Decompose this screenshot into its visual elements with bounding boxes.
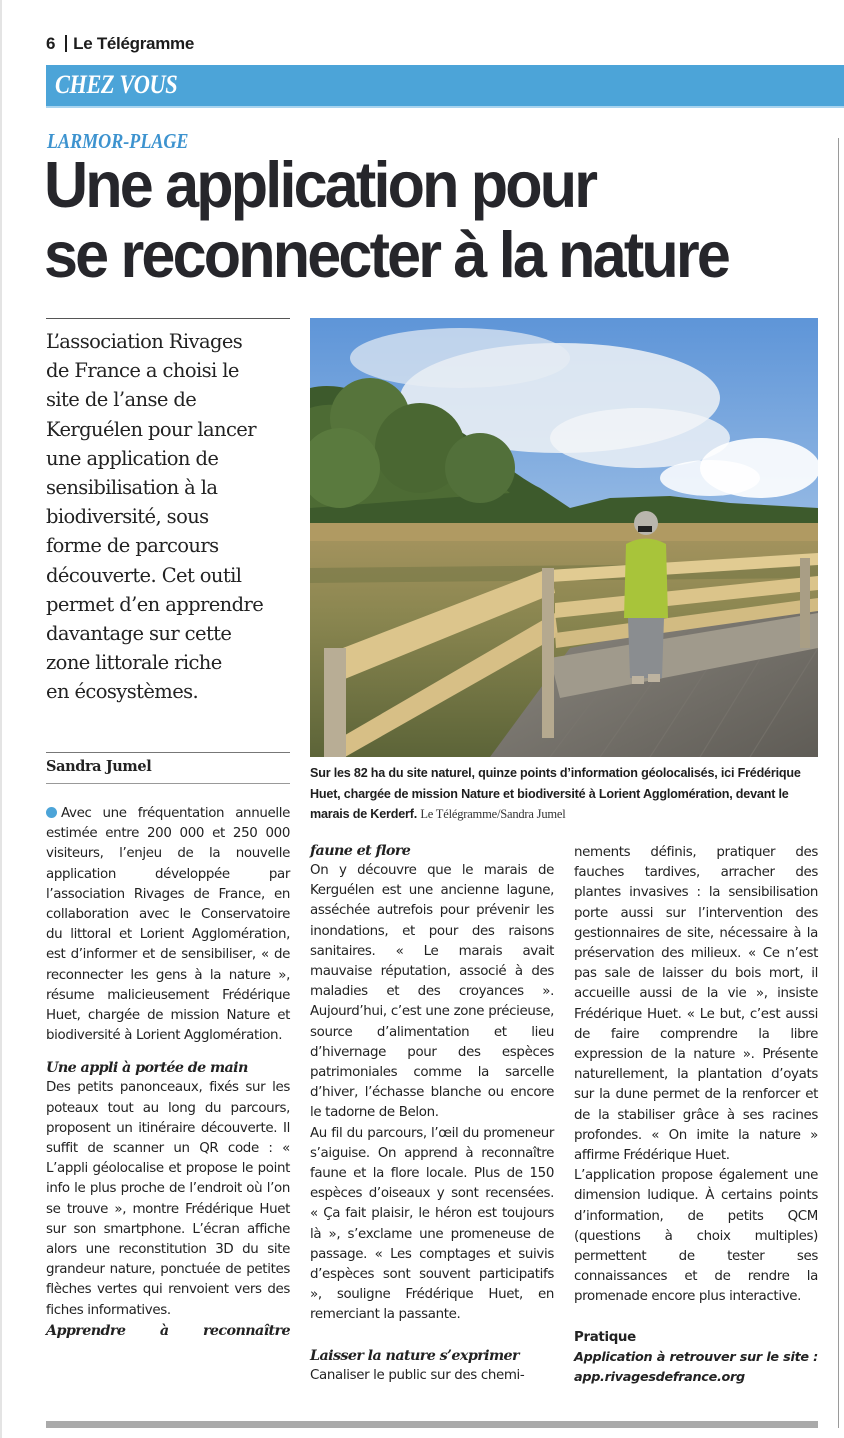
article-photo bbox=[310, 318, 818, 757]
photo-credit: Le Télégramme/Sandra Jumel bbox=[420, 807, 566, 821]
byline-divider-top bbox=[46, 752, 290, 753]
photo-image-icon bbox=[310, 318, 818, 757]
lead-line: L’association Rivages bbox=[46, 330, 243, 353]
article-location: LARMOR-PLAGE bbox=[47, 129, 189, 153]
folio-divider bbox=[65, 35, 67, 52]
blue-bullet-icon bbox=[46, 807, 57, 818]
lead-line: davantage sur cette bbox=[46, 622, 232, 646]
chapo-divider bbox=[46, 318, 290, 319]
article-column-3 bbox=[574, 843, 818, 1388]
lead-line: une application de bbox=[46, 446, 219, 470]
page-bottom-rule bbox=[46, 1421, 818, 1428]
subheading-appli: Une appli à portée de main bbox=[46, 1060, 248, 1077]
lead-line: Kerguélen pour lancer bbox=[46, 417, 256, 441]
page-folio bbox=[46, 34, 194, 54]
article-column-2 bbox=[310, 843, 554, 1386]
headline-line: se reconnecter à la nature bbox=[44, 218, 728, 291]
pratique-heading: Pratique bbox=[574, 1329, 636, 1345]
article-headline bbox=[44, 150, 787, 290]
headline-line: Une application pour bbox=[44, 148, 596, 221]
section2-paragraph-b: Au fil du parcours, l’œil du promeneur s’aiguise. On apprend à reconnaître faune et la flore locale. Plus de 150 espèces d’oiseaux y sont recensées. « Ça fait plaisir, le héron est toujours là », s’exclame une promeneuse de passage. « Les comptages et suivis d’espèces sont souvent participatifs », souligne Frédérique Huet, en remerciant la passante. bbox=[310, 1125, 554, 1323]
section1-paragraph: Des petits panonceaux, fixés sur les poteaux tout au long du parcours, proposent un itinéraire découverte. Il suffit de scanner un QR code : « L’appli géolocalise et propose le point info le plus proche de l’endroit où l’on se trouve », montre Frédérique Huet sur son smartphone. L’écran affiche alors une reconstitution 3D du site grandeur nature, ponctuée de petites flèches vertes qui renvoient vers des fiches informatives. bbox=[46, 1080, 290, 1318]
spacer bbox=[574, 1308, 818, 1328]
section-banner bbox=[46, 65, 844, 108]
section3-paragraph-cont: nements définis, pratiquer des fauches tardives, arracher des plantes invasives : la sensibilisation porte aussi sur l’intervention des gestionnaires de site, nécessaire à la préservation des milieux. « Ce n’est pas sale de laisser du bois mort, il accueille aussi de la vie », insiste Frédérique Huet. « Le but, c’est aussi de faire comprendre la libre expression de la nature ». Présente naturellement, la plantation d’oyats sur la dune permet de la renforcer et de la stabiliser grâce à ses racines profondes. « On imite la nature » affirme Frédérique Huet. bbox=[574, 845, 818, 1164]
lead-line: permet d’en apprendre bbox=[46, 592, 264, 616]
article-lead bbox=[46, 327, 296, 707]
page-number: 6 bbox=[46, 34, 56, 53]
pratique-text: Application à retrouver sur le site : bbox=[574, 1349, 818, 1365]
section3-paragraph-b: L’application propose également une dimension ludique. À certains points d’information, de petits QCM (questions à choix multiples) permettent de tester ses connaissances et de rendre la promenade encore plus interactive. bbox=[574, 1168, 818, 1305]
lead-line: biodiversité, sous bbox=[46, 505, 209, 529]
subheading-apprendre: Apprendre à reconnaître bbox=[46, 1322, 290, 1339]
spacer bbox=[310, 1326, 554, 1346]
lead-line: découverte. Cet outil bbox=[46, 563, 242, 587]
lead-line: en écosystèmes. bbox=[46, 680, 199, 704]
section-title: CHEZ VOUS bbox=[55, 70, 178, 99]
intro-text: Avec une fréquentation annuelle estimée entre 200 000 et 250 000 visiteurs, l’enjeu de la nouvelle application développée par l’association Rivages de France, en collaboration avec le Conservatoire du littoral et Lorient Agglomération, est d’informer et de sensibiliser, « de reconnecter les gens à la nature », résume malicieusement Frédérique Huet, chargée de mission Nature et biodiversité à Lorient Agglomération. bbox=[46, 806, 290, 1044]
lead-line: de France a choisi le bbox=[46, 359, 239, 383]
photo-caption bbox=[310, 763, 822, 825]
lead-line: forme de parcours bbox=[46, 534, 219, 558]
subheading-faune: faune et flore bbox=[310, 843, 411, 859]
byline-divider-bottom bbox=[46, 783, 290, 784]
caption-text: Sur les 82 ha du site naturel, quinze points d’information géolocalisés, ici Frédérique Huet, chargée de mission Nature et biodiversité à Lorient Agglomération, devant le marais de Kerderf. bbox=[310, 766, 801, 821]
page-left-edge bbox=[0, 0, 2, 1438]
intro-paragraph bbox=[46, 804, 290, 1046]
subheading-laisser: Laisser la nature s’exprimer bbox=[310, 1347, 519, 1364]
lead-line: zone littorale riche bbox=[46, 651, 222, 675]
newspaper-name: Le Télégramme bbox=[73, 34, 194, 53]
section2-paragraph-a: On y découvre que le marais de Kerguélen est une ancienne lagune, asséchée autrefois pour prévenir les inondations, et pour des raisons sanitaires. « Le marais avait mauvaise réputation, associé à des maladies et des croyances ». Aujourd’hui, c’est une zone précieuse, source d’alimentation et lieu d’hivernage pour des espèces patrimoniales comme la sarcelle d’hiver, l’échasse blanche ou encore le tadorne de Belon. bbox=[310, 863, 554, 1121]
section3-paragraph-start: Canaliser le public sur des chemi- bbox=[310, 1367, 525, 1383]
column-rule-right bbox=[838, 138, 839, 1428]
lead-line: sensibilisation à la bbox=[46, 476, 218, 500]
lead-line: site de l’anse de bbox=[46, 388, 197, 412]
article-byline: Sandra Jumel bbox=[46, 758, 152, 775]
article-column-1 bbox=[46, 804, 290, 1341]
pratique-url-link[interactable]: app.rivagesdefrance.org bbox=[574, 1370, 745, 1386]
